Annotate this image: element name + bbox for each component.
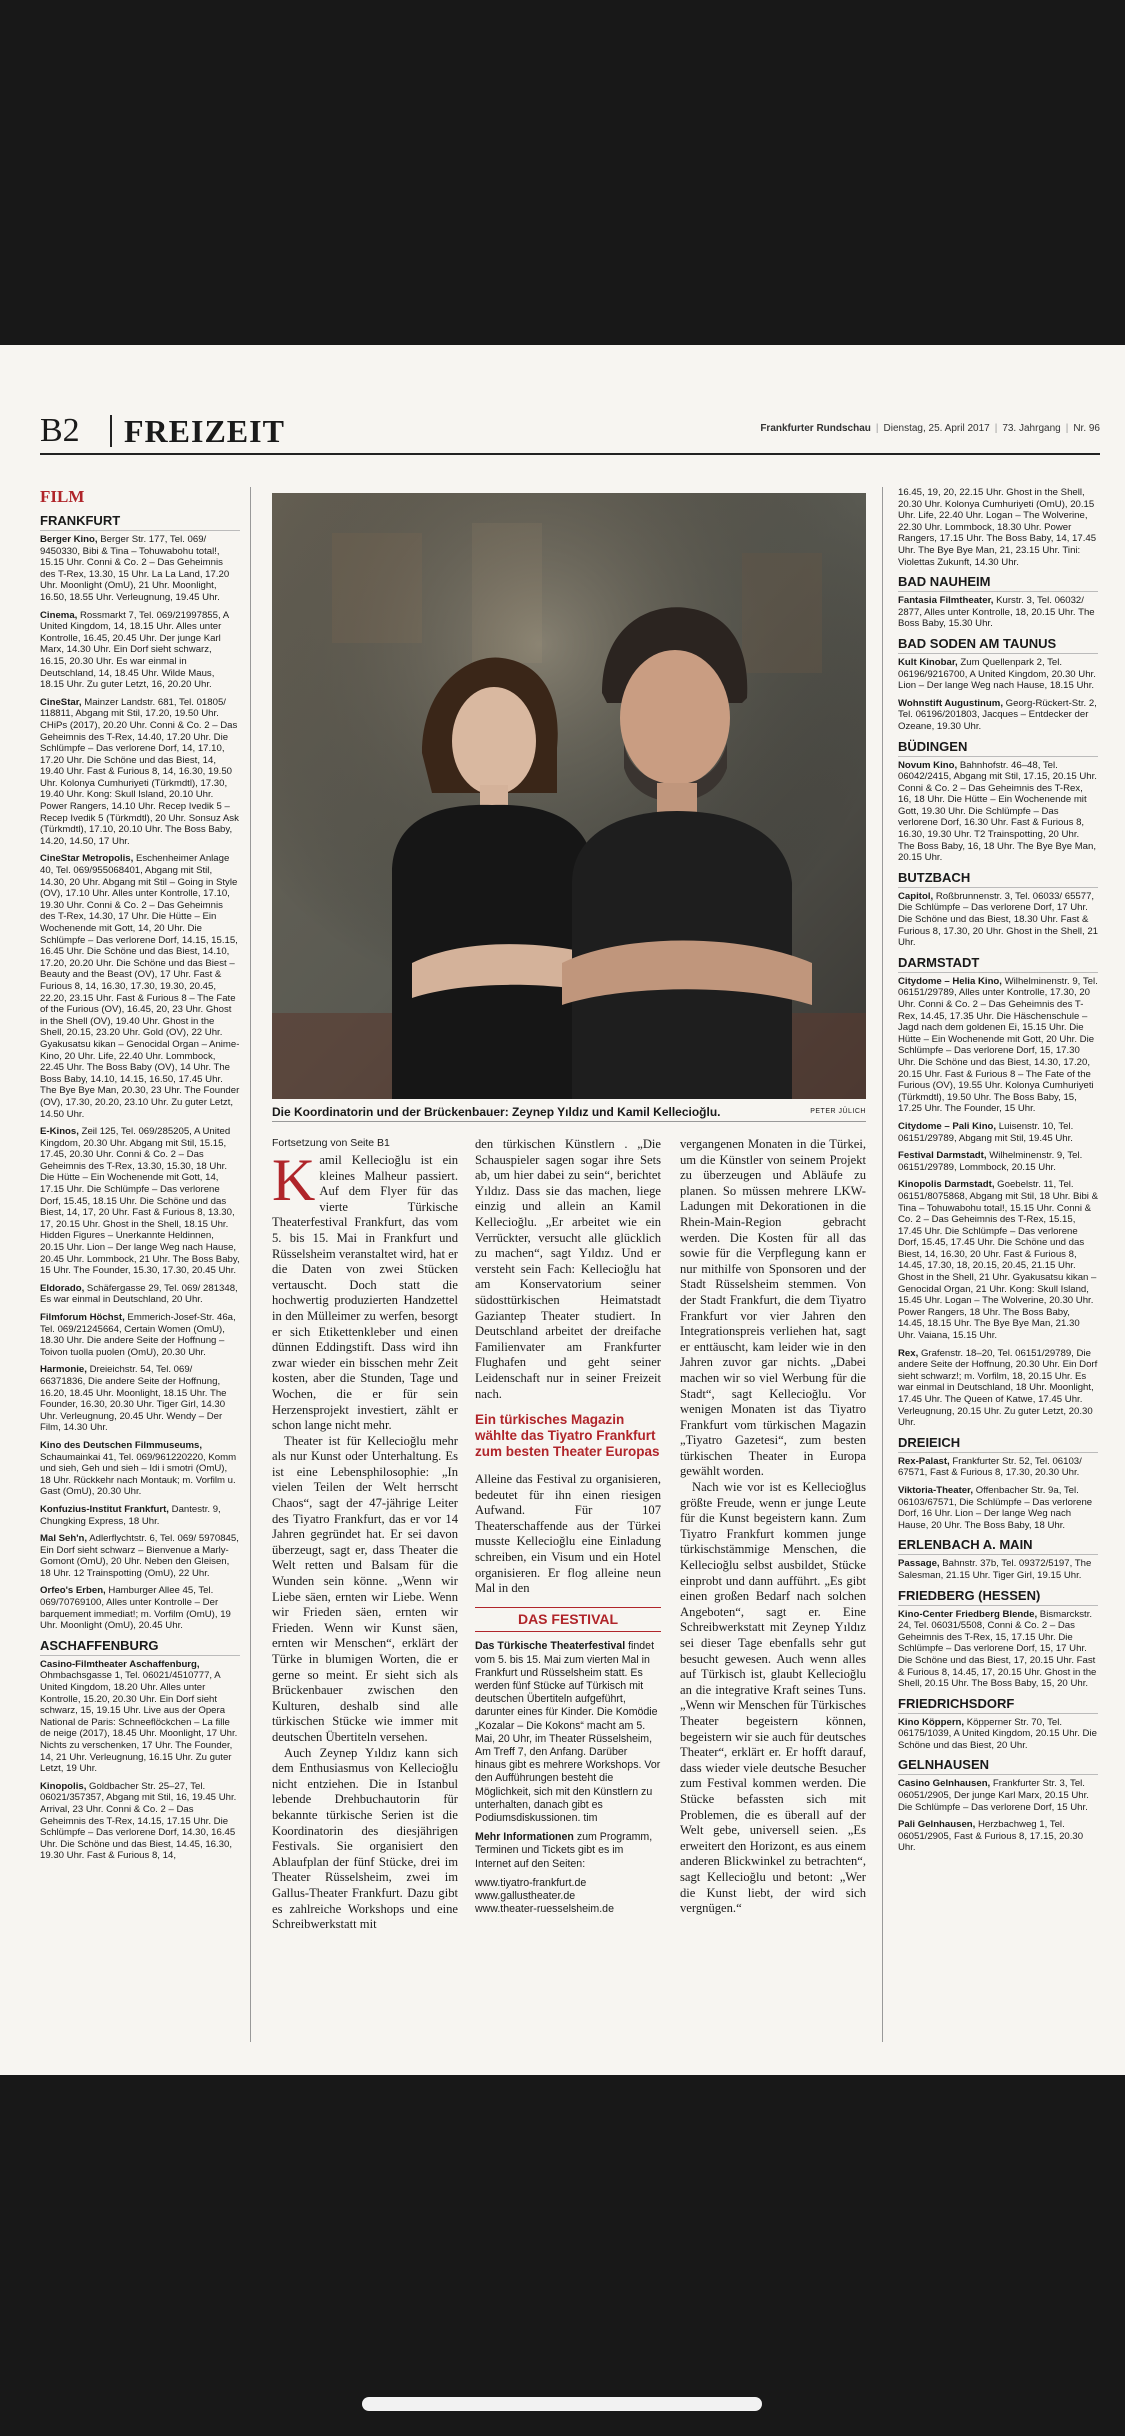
cinema-name: Kino des Deutschen Filmmuseums,: [40, 1439, 203, 1451]
listing-entry: [898, 976, 1098, 1115]
cinema-program: Bahnstr. 37b, Tel. 09372/5197, The Salesman, 21.15 Uhr. Tiger Girl, 19.15 Uhr.: [898, 1558, 1092, 1581]
cinema-name: Harmonie,: [40, 1364, 87, 1376]
cinema-name: Kino-Center Friedberg Blende,: [898, 1608, 1038, 1620]
cinema-program: Frankfurter Str. 3, Tel. 06051/2905, Der junge Karl Marx, 20.15 Uhr. Die Schlümpfe – Das verlorene Dorf, 15 Uhr.: [898, 1778, 1089, 1813]
cinema-program: Hamburger Allee 45, Tel. 069/70769100, Alles unter Kontrolle – Der barquement immediat!; m. Vorfilm (OmU), 19 Uhr. Moonlight (OmU), 20.45 Uhr.: [40, 1585, 231, 1632]
issue-number: Nr. 96: [1073, 423, 1100, 434]
page-number: B2: [40, 412, 80, 449]
cinema-name: Passage,: [898, 1558, 940, 1570]
listing-entry: [898, 1778, 1098, 1813]
cinema-program: Dantestr. 9, Chungking Express, 18 Uhr.: [40, 1503, 221, 1527]
listing-entry: [40, 1504, 240, 1527]
listing-entry: [40, 1533, 240, 1579]
info-box-paragraph: [475, 1640, 661, 1825]
continuation-note: Fortsetzung von Seite B1: [272, 1137, 390, 1149]
cinema-name: Pali Gelnhausen,: [898, 1819, 976, 1831]
cinema-program: Grafenstr. 18–20, Tel. 06151/29789, Die andere Seite der Hoffnung, 20.30 Uhr. Ein Dorf sieht schwarz!; m. Vorfilm, 18, 20.15 Uhr. Es war einmal in Deutschland, 18 Uhr. Moonlight, 17.45 Uhr. The Queen of Katwe, 17.45 Uhr. Verleugnung, 20.15 Uhr. Zu guter Letzt, 20.30 Uhr.: [898, 1347, 1098, 1429]
cinema-program: Mainzer Landstr. 681, Tel. 01805/ 118811, Abgang mit Stil, 17.20, 19.50 Uhr. CHiPs (2017), 20.20 Uhr. Conni & Co. 2 – Das Geheimnis des T-Rex, 14.40, 17.20 Uhr. Die Schlümpfe – Das verlorene Dorf, 14, 17.10, 17.20 Uhr. Die Schöne und das Biest, 14, 19.40 Uhr. Fast & Furious 8, 14, 16.30, 19.50 Uhr. Kolonya Cumhuriyeti (Türkmdtl), 17.30, 19.40 Uhr. Kong: Skull Island, 20.10 Uhr. Power Rangers, 14.10 Uhr. Recep Ivedik 5 – Recep Ivedik 5 (Türkmdtl), 20 Uhr. Sonsuz Ask (Türkmdtl), 17.10, 20.10 Uhr. The Boss Baby, 14.20, 14.50, 17 Uhr.: [40, 696, 239, 847]
listing-entry: 16.45, 19, 20, 22.15 Uhr. Ghost in the Shell, 20.30 Uhr. Kolonya Cumhuriyeti (OmU), 20.15 Uhr. Life, 22.40 Uhr. Logan – The Wolverine, 22.30 Uhr. Lommbock, 18.30 Uhr. Power Rangers, 17.15 Uhr. The Boss Baby, 14, 17.45 Uhr. The Bye Bye Man, 21, 23.15 Uhr. Tini: Violettas Zukunft, 14.30 Uhr.: [898, 487, 1097, 568]
section-title: FREIZEIT: [124, 413, 285, 449]
column-rule: [882, 487, 883, 2042]
issue-date: Dienstag, 25. April 2017: [883, 423, 990, 434]
city-heading: GELNHAUSEN: [898, 1757, 1098, 1775]
masthead: [40, 409, 1100, 455]
city-heading: ASCHAFFENBURG: [40, 1638, 240, 1656]
cinema-name: Eldorado,: [40, 1282, 85, 1294]
listing-entry: [40, 1312, 240, 1358]
masthead-divider: [110, 415, 112, 447]
screen-bottom-bar: [0, 2075, 1125, 2436]
article-column-1: [272, 1153, 458, 2043]
cinema-program: Ohmbachsgasse 1, Tel. 06021/4510777, A United Kingdom, 18.20 Uhr. Alles unter Kontrolle, 15.20, 20.30 Uhr. Ein Dorf sieht schwarz, 15, 19.15 Uhr. Live aus der Opera National de Paris: Schneeflöckchen – La fille de neige (2017), 18.45 Uhr. Moonlight, 17 Uhr. Nichts zu verschenken, 17 Uhr. The Founder, 14, 21 Uhr. Verleugnung, 16.15 Uhr. Zu guter Letzt, 19 Uhr.: [40, 1670, 238, 1775]
cinema-program: Georg-Rückert-Str. 2, Tel. 06196/201803, Jacques – Entdecker der Ozeane, 19.30 Uhr.: [898, 697, 1097, 732]
article-paragraph: vergangenen Monaten in die Türkei, um die Künstler von seinem Projekt zu überzeugen und Abläufe zu planen. So müssen mehrere LKW-Ladungen mit Dekorationen in die Rhein-Main-Region gebracht werden. Die Kosten für all das sowie für die Verpflegung kann er nur mithilfe von Sponsoren und der Stadt Rüsselsheim stemmen. Von der Stadt Frankfurt, die dem Tiyatro Frankfurt vor vier Jahren den Integrationspreis verliehen hat, sagt er enttäuscht, kam leider wie in den Jahren zuvor gar nichts. „Dabei machen wir so viel Werbung für die Stadt“, sagt Kellecioğlu. Vor wenigen Monaten ist das Tiyatro Frankfurt vom türkischen Magazin „Tiyatro Gazetesi“, zum besten türkischen Theater in Europa gewählt worden.: [680, 1137, 866, 1479]
article-subheading: Ein türkisches Magazin wählte das Tiyatro Frankfurt zum besten Theater Europas: [475, 1412, 660, 1460]
info-box-heading: DAS FESTIVAL: [475, 1607, 661, 1633]
listing-entry: [898, 1819, 1098, 1854]
article-paragraph: Alleine das Festival zu organisieren, bedeutet für ihn einen riesigen Aufwand. Für 107 Theaterschaffende aus der Türkei musste Kellecioğlu eine Einladung schreiben, ein Visum und ein Hotel organisieren. Er flog alleine neun Mal in den: [475, 1472, 661, 1596]
article-paragraph: Nach wie vor ist es Kellecioğlus größte Freude, wenn er junge Leute für die Kunst begeistern kann. Zum Tiyatro Frankfurt kommen junge türkischstämmige Menschen, die Kellecioğlu selbst ausbildet, Stücke einprobt und dann aufführt. „Es gibt einen großen Bedarf nach solchen Angeboten“, sagt er. Eine Schreibwerkstatt mit Zeynep Yıldız sei dieser Tage ebenfalls sehr gut besucht gewesen. Auch wenn alles auf Türkisch ist, glaubt Kellecioğlu an die integrative Kraft seines Tuns. „Wenn wir Menschen für Türkisches Theater begeistern können, begeistern wir sie auch für deutsches Theater“, erklärt er. Er hofft darauf, dass wieder viele deutsche Besucher zum Festival kommen werden. Die Stücke befassten sich mit Problemen, die es überall auf der Welt gebe, universell seien. „Es erweitert den Horizont, es aus einem anderen Blickwinkel zu betrachten“, sagt Kellecioğlu und betont: „Wer die Kunst liebt, der wird sich vergnügen.“: [680, 1480, 866, 1916]
volume: 73. Jahrgang: [1002, 423, 1061, 434]
cinema-program: Wilhelminenstr. 9, Tel. 06151/29789, Lommbock, 20.15 Uhr.: [898, 1150, 1083, 1173]
cinema-name: Orfeo's Erben,: [40, 1585, 106, 1597]
cinema-name: Cinema,: [40, 609, 78, 621]
column-rule: [250, 487, 251, 2042]
cinema-name: Viktoria-Theater,: [898, 1484, 974, 1496]
info-box-paragraph: [475, 1831, 661, 1871]
listing-entry: [40, 1126, 240, 1277]
listing-entry: [40, 534, 240, 604]
cinema-program: Schaumainkai 41, Tel. 069/961220220, Komm und sieh, Geh und sieh – Idi i smotri (OmU), 18 Uhr. Rückkehr nach Montauk; m. Vorfilm u. Gast (OmU), 20.30 Uhr.: [40, 1451, 237, 1498]
cinema-name: Novum Kino,: [898, 759, 958, 771]
cinema-program: Goebelstr. 11, Tel. 06151/8075868, Abgang mit Stil, 18 Uhr. Bibi & Tina – Tohuwabohu total!, 15.15 Uhr. Conni & Co. 2 – Das Geheimnis des T-Rex, 15.15, 17.45 Uhr. Die Schlümpfe – Das verlorene Dorf, 15.45, 17.45 Uhr. Die Schöne und das Biest, 14, 16.30, 20 Uhr. Fast & Furious 8, 14.45, 17.30, 18, 20.15, 20.45, 21.15 Uhr. Ghost in the Shell, 21 Uhr. Gyakusatsu kikan – Genocidal Organ, 21 Uhr. Kong: Skull Island, 15.45 Uhr. Logan – The Wolverine, 20.30 Uhr. Power Rangers, 18 Uhr. The Boss Baby, 14.45, 18.15 Uhr. The Bye Bye Man, 21.30 Uhr. Vaiana, 15.15 Uhr.: [898, 1179, 1098, 1342]
cinema-name: Filmforum Höchst,: [40, 1312, 125, 1323]
cinema-program: Bismarckstr. 24, Tel. 06031/5508, Conni & Co. 2 – Das Geheimnis des T-Rex, 15, 17.15 Uhr. Die Schlümpfe – Das verlorene Dorf, 15, 17 Uhr. Die Schöne und das Biest, 17, 20.15 Uhr. Fast & Furious 8, 14.45, 17, 20.15 Uhr. Ghost in the Shell, 20.15 Uhr. The Boss Baby, 15, 20 Uhr.: [898, 1608, 1097, 1690]
listing-entry: [898, 1456, 1098, 1479]
cinema-program: Luisenstr. 10, Tel. 06151/29789, Abgang mit Stil, 19.45 Uhr.: [898, 1120, 1074, 1144]
cinema-program: Adlerflychtstr. 6, Tel. 069/ 5970845, Ein Dorf sieht schwarz – Bienvenue a Marly-Gomont (OmU), 20 Uhr. Neben den Gleisen, 18 Uhr. 12 Trainspotting (OmU), 22 Uhr.: [40, 1533, 239, 1579]
cinema-program: Rossmarkt 7, Tel. 069/21997855, A United Kingdom, 14, 18.15 Uhr. Alles unter Kontrolle, 16.45, 20.45 Uhr. Der junge Karl Marx, 14.30 Uhr. Ein Dorf sieht schwarz, 16.15, 20.30 Uhr. Es war einmal in Deutschland, 14, 18.45 Uhr. Wilde Maus, 18.15 Uhr. Zu guter Letzt, 16, 20.20 Uhr.: [40, 609, 229, 691]
info-box: [475, 1640, 661, 1916]
cinema-program: Kurstr. 3, Tel. 06032/ 2877, Alles unter Kontrolle, 18, 20.15 Uhr. The Boss Baby, 15.30 Uhr.: [898, 595, 1095, 630]
city-heading: DREIEICH: [898, 1435, 1098, 1453]
city-heading: DARMSTADT: [898, 955, 1098, 973]
city-heading: BAD NAUHEIM: [898, 574, 1098, 592]
cinema-name: Fantasia Filmtheater,: [898, 595, 994, 607]
listing-entry: [898, 698, 1098, 733]
info-link: www.theater-ruesselsheim.de: [475, 1903, 614, 1916]
newspaper-page: [0, 345, 1125, 2075]
cinema-program: Herzbachweg 1, Tel. 06051/2905, Fast & Furious 8, 17.15, 20.30 Uhr.: [898, 1819, 1084, 1854]
cinema-name: Mal Seh'n,: [40, 1533, 88, 1545]
cinema-name: Kinopolis,: [40, 1780, 87, 1792]
city-heading: FRIEDBERG (HESSEN): [898, 1588, 1098, 1606]
city-heading: BÜDINGEN: [898, 739, 1098, 757]
listing-entry: [898, 1348, 1098, 1429]
info-box-text: zum Programm, Terminen und Tickets gibt es im Internet auf den Seiten:: [475, 1831, 653, 1870]
cinema-program: Bahnhofstr. 46–48, Tel. 06042/2415, Abgang mit Stil, 17.15, 20.15 Uhr. Conni & Co. 2 – Das Geheimnis des T-Rex, 16, 18 Uhr. Die Hütte – Ein Wochenende mit Gott, 19.30 Uhr. Die Schlümpfe – Das verlorene Dorf, 16.30 Uhr. Fast & Furious 8, 16.30, 19.30 Uhr. T2 Trainspotting, 20 Uhr. The Boss Baby, 16, 18 Uhr. The Bye Bye Man, 20.15 Uhr.: [898, 759, 1097, 864]
film-listings-left: [40, 487, 240, 2042]
article-paragraph: Auch Zeynep Yıldız kann sich dem Enthusiasmus von Kellecioğlu nicht entziehen. Die in Istanbul lebende Drehbuchautorin für bekannte türkische Serien ist die Koordinatorin des diesjährigen Festivals. Sie organisiert den Ablaufplan der fünf Stücke, drei im Theater Rüsselsheim, zwei im Gallus-Theater Frankfurt. Dazu gibt es zahlreiche Workshops und eine Schreibwerkstatt mit: [272, 1745, 458, 1932]
article-paragraph: den türkischen Künstlern . „Die Schauspieler sagen sogar ihre Sets ab, um hier dabei zu sein“, berichtet Yıldız. Dass sie das machen, liege einzig und allein an Kamil Kellecioğlu. „Er arbeitet wie ein Verrückter, versucht alle glücklich zu machen“, sagt Yıldız. Und er versteht sein Fach: Kellecioğlu hat am Konservatorium seiner südosttürkischen Heimatstadt Gaziantep Theater studiert. In Deutschland arbeitet der dreifache Familienvater am Frankfurter Flughafen und geht seiner Leidenschaft nur in seiner Freizeit nach.: [475, 1137, 661, 1401]
listing-entry: [898, 1717, 1098, 1752]
cinema-name: Berger Kino,: [40, 534, 98, 545]
cinema-name: CineStar,: [40, 696, 82, 708]
cinema-program: Köpperner Str. 70, Tel. 06175/1039, A United Kingdom, 20.15 Uhr. Die Schöne und das Biest, 20 Uhr.: [898, 1716, 1097, 1751]
info-box-text: findet vom 5. bis 15. Mai zum vierten Mal in Frankfurt und Rüsselsheim statt. Es werden fünf Stücke auf Türkisch mit deutschen Übertiteln aufgeführt, darunter eines für Kinder. Die Komödie „Kozalar – Die Kokons“ macht am 5. Mai, 20 Uhr, im Theater Rüsselsheim, Am Treff 7, den Anfang. Darüber hinaus gibt es mehrere Workshops. Vor den Aufführungen besteht die Möglichkeit, sich mit den Künstlern zu unterhalten, danach gibt es Podiumsdiskussionen. tim: [475, 1640, 661, 1825]
listing-group: [40, 1659, 240, 1862]
drop-cap: K: [272, 1153, 316, 1213]
cinema-name: E-Kinos,: [40, 1126, 79, 1138]
listing-entry: [898, 760, 1098, 864]
photo-credit: PETER JÜLICH: [810, 1108, 866, 1115]
article-column-2: [475, 1137, 661, 2043]
cinema-name: Capitol,: [898, 890, 934, 902]
listing-entry: [40, 1781, 240, 1862]
cinema-name: CineStar Metropolis,: [40, 853, 134, 865]
listing-entry: [40, 1585, 240, 1631]
cinema-name: Kult Kinobar,: [898, 656, 958, 668]
caption-text: Die Koordinatorin und der Brückenbauer: Zeynep Yıldız und Kamil Kellecioğlu.: [272, 1105, 721, 1119]
cinema-name: Casino-Filmtheater Aschaffenburg,: [40, 1658, 200, 1670]
cinema-program: Berger Str. 177, Tel. 069/ 9450330, Bibi & Tina – Tohuwabohu total!, 15.15 Uhr. Conni & Co. 2 – Das Geheimnis des T-Rex, 13.30, 15 Uhr. La La Land, 17.20 Uhr. Moonlight (OmU), 21 Uhr. Moonlight, 16.50, 18.55 Uhr. Verleugnung, 19.45 Uhr.: [40, 534, 230, 603]
cinema-program: Zum Quellenpark 2, Tel. 06196/9216700, A United Kingdom, 20.30 Uhr. Lion – Der lange Weg nach Hause, 18.15 Uhr.: [898, 656, 1096, 692]
listing-entry: [898, 657, 1098, 692]
listing-entry: [40, 1364, 240, 1434]
info-link: www.gallustheater.de: [475, 1890, 576, 1903]
portrait-photo: [272, 493, 866, 1099]
city-heading: FRANKFURT: [40, 513, 240, 531]
listing-entry: [898, 891, 1098, 949]
cinema-program: Frankfurter Str. 52, Tel. 06103/ 67571, Fast & Furious 8, 17.30, 20.30 Uhr.: [898, 1455, 1082, 1479]
cinema-name: Konfuzius-Institut Frankfurt,: [40, 1503, 169, 1515]
listing-entry: [40, 1659, 240, 1775]
listing-entry: [898, 1179, 1098, 1341]
home-indicator[interactable]: [362, 2397, 762, 2411]
city-heading: BAD SODEN AM TAUNUS: [898, 636, 1098, 654]
photo-caption: [272, 1103, 866, 1122]
cinema-program: Goldbacher Str. 25–27, Tel. 06021/357357, Abgang mit Stil, 16, 19.45 Uhr. Arrival, 23 Uhr. Conni & Co. 2 – Das Geheimnis des T-Rex, 14.15, 17.15 Uhr. Die Schlümpfe – Das verlorene Dorf, 14.30, 16.45 Uhr. Die Schöne und das Biest, 14.45, 16.30, 19.30 Uhr. Fast & Furious 8, 14,: [40, 1780, 237, 1862]
listing-entry: [40, 610, 240, 691]
listing-entry: [40, 697, 240, 848]
cinema-name: Kinopolis Darmstadt,: [898, 1179, 995, 1191]
masthead-info: Frankfurter Rundschau | Dienstag, 25. April 2017 | 73. Jahrgang | Nr. 96: [760, 423, 1100, 434]
cinema-program: Roßbrunnenstr. 3, Tel. 06033/ 65577, Die Schlümpfe – Das verlorene Dorf, 17 Uhr. Die Schöne und das Biest, 18.30 Uhr. Fast & Furious 8, 17.30, 20 Uhr. Ghost in the Shell, 21 Uhr.: [898, 890, 1098, 949]
cinema-program: Wilhelminenstr. 9, Tel. 06151/29789, Alles unter Kontrolle, 17.30, 20 Uhr. Conni & Co. 2 – Das Geheimnis des T-Rex, 14.45, 17.35 Uhr. Die Häschenschule – Jagd nach dem goldenen Ei, 15.15 Uhr. Die Hütte – Ein Wochenende mit Gott, 20 Uhr. Die Schlümpfe – Das verlorene Dorf, 15, 17.30 Uhr. Die Schöne und das Biest, 14.30, 17.20, 20.15 Uhr. Fast & Furious 8 – The Fate of the Furious (OV), 19.55 Uhr. Kolonya Cumhuriyeti (Türkmdtl), 19.50 Uhr. The Boss Baby, 15, 17.25 Uhr. The Founder, 15 Uhr.: [898, 975, 1098, 1115]
city-heading: BUTZBACH: [898, 870, 1098, 888]
article-column-3: [680, 1137, 866, 2043]
listing-entry: [898, 1558, 1098, 1581]
cinema-program: Eschenheimer Anlage 40, Tel. 069/955068401, Abgang mit Stil, 14.30, 20 Uhr. Abgang mit Stil – Going in Style (OV), 17.10 Uhr. Alles unter Kontrolle, 17.10, 19.30 Uhr. Conni & Co. 2 – Das Geheimnis des T-Rex, 14.30, 17 Uhr. Die Hütte – Ein Wochenende mit Gott, 14, 20 Uhr. Die Schlümpfe – Das verlorene Dorf, 14.15, 15.15, 16.45 Uhr. Die Schöne und das Biest, 14.10, 17.20, 20.20 Uhr. Die Schöne und das Biest – Beauty and the Beast (OV), 17 Uhr. Fast & Furious 8, 14, 16.30, 17.30, 19.30, 20.45, 22.20, 23.15 Uhr. Fast & Furious 8 – The Fate of the Furious (OV), 16.45, 20, 23 Uhr. Ghost in the Shell (OV), 19.40 Uhr. Ghost in the Shell, 20.15, 23.20 Uhr. Gold (OV), 22 Uhr. Gyakusatsu kikan – Genocidal Organ – Anime-Kino, 20 Uhr. Life, 22.40 Uhr. Lommbock, 22.45 Uhr. The Boss Baby (OV), 14 Uhr. The Boss Baby, 14.10, 14.15, 16.50, 17.45 Uhr. The Bye Bye Man, 20.30, 23 Uhr. The Founder (OV), 17.30, 20.20, 23.10 Uhr. Zu guter Letzt, 14.50 Uhr.: [40, 853, 240, 1120]
screen-top-bar: [0, 0, 1125, 345]
cinema-name: Kino Köppern,: [898, 1716, 965, 1728]
listing-entry: [40, 853, 240, 1120]
cinema-name: Rex,: [898, 1347, 919, 1359]
article-paragraph: Theater ist für Kellecioğlu mehr als nur Kunst oder Unterhaltung. Es ist eine Lebensphilosophie: „In vielen Teilen der Welt herrscht Chaos“, sagt der 47-jährige Leiter des Tiyatro Frankfurt, das er vor 14 Jahren gegründet hat. Er sei davon überzeugt, sagt er, dass Theater die Welt retten und Balsam für die Wunden sein könne. „Wenn wir Liebe säen, ernten wir Liebe. Wenn wir Frieden säen, ernten wir Frieden. Wenn wir Kunst säen, ernten wir Menschen“, erklärt der Türke in blumigen Worten, die er gerne so meint. Er sieht sich als Brückenbauer zwischen den Kulturen, deshalb sind alle türkischen Stücke wie immer mit deutschen Übertiteln versehen.: [272, 1433, 458, 1744]
listing-entry: [898, 1150, 1098, 1173]
listing-group: [40, 534, 240, 1632]
film-listings-right: [898, 487, 1098, 2042]
article-paragraph: amil Kellecioğlu ist ein kleines Malheur passiert. Auf dem Flyer für das vierte Türkische Theaterfestival Frankfurt, das vom 5. bis 15. Mai in Frankfurt und Rüsselsheim veranstaltet wird, hat er die Daten von zwei Stücken vertauscht. Doch statt die hochwertig produzierten Handzettel in den Mülleimer zu werfen, besorgt er sich Etikettenkleber und einen dünnen Eddingstift. Dass wird ihn zwar wieder ein bisschen mehr Zeit kosten, aber die Stunden, Tage und Wochen, die er für sein Herzensprojekt investiert, zählt er schon lange nicht mehr.: [272, 1153, 458, 1433]
film-heading: FILM: [40, 487, 85, 506]
listing-entry: [40, 1440, 240, 1498]
cinema-program: Schäfergasse 29, Tel. 069/ 281348, Es war einmal in Deutschland, 20 Uhr.: [40, 1282, 238, 1306]
cinema-name: Wohnstift Augustinum,: [898, 697, 1003, 709]
city-heading: FRIEDRICHSDORF: [898, 1696, 1098, 1714]
article-photo: [272, 493, 866, 1099]
cinema-name: Casino Gelnhausen,: [898, 1778, 991, 1790]
paper-name: Frankfurter Rundschau: [760, 423, 871, 434]
cinema-name: Rex-Palast,: [898, 1455, 950, 1467]
info-box-lead: Das Türkische Theaterfestival: [475, 1640, 626, 1653]
cinema-program: Zeil 125, Tel. 069/285205, A United Kingdom, 20.30 Uhr. Abgang mit Stil, 15.15, 17.45, 20.30 Uhr. Conni & Co. 2 – Das Geheimnis des T-Rex, 13.30, 15.30, 18 Uhr. Die Hütte – Ein Wochenende mit Gott, 14, 17.15 Uhr. Die Schlümpfe – Das verlorene Dorf, 15.45, 18.15 Uhr. Die Schöne und das Biest, 14, 17, 20 Uhr. Fast & Furious 8, 13.30, 17, 20.15 Uhr. Ghost in the Shell, 18.15 Uhr. Hidden Figures – Unerkannte Heldinnen, 20.15 Uhr. Lion – Der lange Weg nach Hause, 20.45 Uhr. Lommbock, 21 Uhr. The Boss Baby, 15 Uhr. The Founder, 15.30, 17.30, 20.45 Uhr.: [40, 1126, 240, 1277]
cinema-program: Offenbacher Str. 9a, Tel. 06103/67571, Die Schlümpfe – Das verlorene Dorf, 16 Uhr. Lion – Der lange Weg nach Hause, 20 Uhr. The Boss Baby, 18 Uhr.: [898, 1484, 1093, 1531]
listing-entry: [40, 1283, 240, 1306]
cinema-name: Citydome – Helia Kino,: [898, 975, 1002, 987]
cinema-name: Citydome – Pali Kino,: [898, 1120, 997, 1132]
cinema-program: Emmerich-Josef-Str. 46a, Tel. 069/21245664, Certain Women (OmU), 18.30 Uhr. Die andere Seite der Hoffnung – Toivon tuolla puolen (OmU), 20.30 Uhr.: [40, 1312, 236, 1358]
listing-entry: [898, 1485, 1098, 1531]
listing-entry: [898, 1609, 1098, 1690]
listing-entry: [898, 1121, 1098, 1144]
listing-entry: [898, 595, 1098, 630]
cinema-program: Dreieichstr. 54, Tel. 069/ 66371836, Die andere Seite der Hoffnung, 16.20, 18.45 Uhr. Moonlight, 18.15 Uhr. The Founder, 16.30, 20.30 Uhr. Tiger Girl, 14.30 Uhr. Verleugnung, 20.45 Uhr. Wendy – Der Film, 14.30 Uhr.: [40, 1364, 227, 1434]
info-box-lead: Mehr Informationen: [475, 1831, 574, 1844]
cinema-name: Festival Darmstadt,: [898, 1150, 987, 1162]
info-link: www.tiyatro-frankfurt.de: [475, 1876, 587, 1889]
city-heading: ERLENBACH A. MAIN: [898, 1537, 1098, 1555]
listing-groups: [898, 574, 1098, 1854]
